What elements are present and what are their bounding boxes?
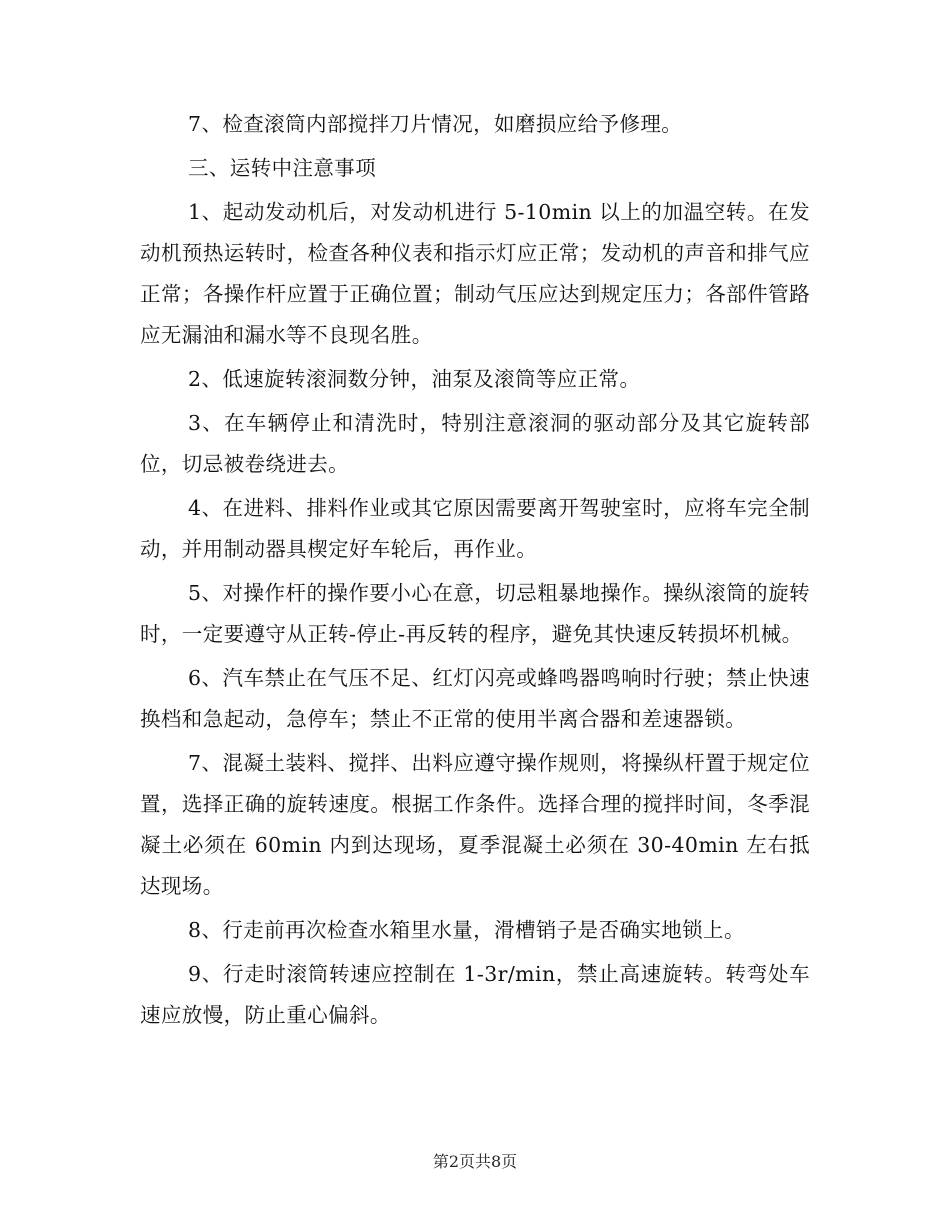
paragraph: 2、低速旋转滚洞数分钟，油泵及滚筒等应正常。 xyxy=(188,367,641,391)
paragraph: 1、起动发动机后，对发动机进行 5-10min 以上的加温空转。在发动机预热运转时，检查各种仪表和指示灯应正常；发动机的声音和排气应正常；各操作杆应置于正确位置；制动气压应达到规定压力；各部件管路应无漏油和漏水等不良现名胜。 xyxy=(140,200,810,347)
paragraph: 6、汽车禁止在气压不足、红灯闪亮或蜂鸣器鸣响时行驶；禁止快速换档和急起动，急停车；禁止不正常的使用半离合器和差速器锁。 xyxy=(140,666,810,731)
section-heading: 三、运转中注意事项 xyxy=(188,156,377,180)
document-body xyxy=(140,104,810,1039)
page-number: 第2页共8页 xyxy=(432,1152,518,1171)
paragraph: 4、在进料、排料作业或其它原因需要离开驾驶室时，应将车完全制动，并用制动器具楔定好车轮后，再作业。 xyxy=(140,496,810,561)
paragraph: 8、行走前再次检查水箱里水量，滑槽销子是否确实地锁上。 xyxy=(188,918,745,942)
paragraph: 7、混凝土装料、搅拌、出料应遵守操作规则，将操纵杆置于规定位置，选择正确的旋转速度。根据工作条件。选择合理的搅拌时间，冬季混凝土必须在 60min 内到达现场，夏季混凝土必须在 30-40min 左右抵达现场。 xyxy=(140,751,810,898)
paragraph: 9、行走时滚筒转速应控制在 1-3r/min，禁止高速旋转。转弯处车速应放慢，防止重心偏斜。 xyxy=(140,962,810,1027)
paragraph: 3、在车辆停止和清洗时，特别注意滚洞的驱动部分及其它旋转部位，切忌被卷绕进去。 xyxy=(140,411,810,476)
paragraph: 7、检查滚筒内部搅拌刀片情况，如磨损应给予修理。 xyxy=(188,112,683,136)
paragraph: 5、对操作杆的操作要小心在意，切忌粗暴地操作。操纵滚筒的旋转时，一定要遵守从正转-停止-再反转的程序，避免其快速反转损坏机械。 xyxy=(140,581,810,646)
